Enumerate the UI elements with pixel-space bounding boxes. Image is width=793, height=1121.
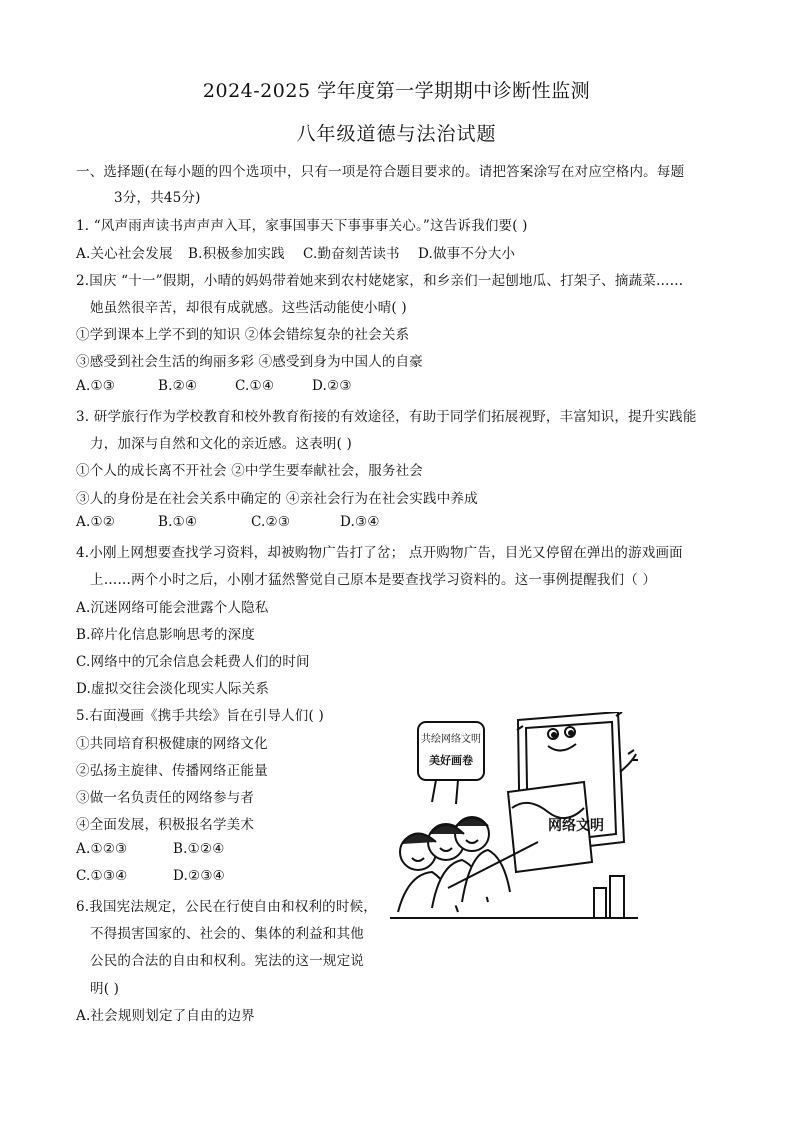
question-3-items-1: ①个人的成长离不开社会 ②中学生要奉献社会，服务社会: [76, 463, 423, 479]
question-5-item-1: ①共同培育积极健康的网络文化: [76, 736, 268, 752]
question-6-stem-cont-1: 不得损害国家的、社会的、集体的利益和其他: [90, 926, 364, 942]
option-d: D.②③④: [173, 868, 225, 884]
option-c: C.①③④: [76, 868, 128, 884]
question-6-option-a: A.社会规则划定了自由的边界: [76, 1008, 255, 1024]
question-2-stem: 2.国庆 “十一”假期，小晴的妈妈带着她来到农村姥姥家，和乡亲们一起刨地瓜、打架子、摘蔬菜……: [76, 273, 684, 289]
comic-illustration: [388, 712, 640, 926]
option-b: B.①②④: [173, 841, 225, 857]
question-4-option-a: A.沉迷网络可能会泄露个人隐私: [76, 600, 269, 616]
question-3-stem: 3. 研学旅行作为学校教育和校外教育衔接的有效途径，有助于同学们拓展视野，丰富知识，提升实践能: [76, 409, 697, 425]
exam-subtitle: 八年级道德与法治试题: [296, 123, 497, 145]
question-4-stem: 4.小刚上网想要查找学习资料，却被购物广告打了岔； 点开购物广告，目光又停留在弹出的游戏画面: [76, 545, 683, 561]
question-5-item-3: ③做一名负责任的网络参与者: [76, 790, 255, 806]
option-a: A.①③: [76, 378, 116, 394]
bubble-text-1: 共绘网络文明: [421, 734, 481, 745]
option-a: A.①②③: [76, 841, 128, 857]
option-b: B.①④: [158, 514, 198, 530]
question-2-items-1: ①学到课本上学不到的知识 ②体会错综复杂的社会关系: [76, 327, 410, 343]
question-6-stem-cont-2: 公民的合法的自由和权利。宪法的这一规定说: [90, 953, 364, 969]
question-5-item-4: ④全面发展，积极报名学美术: [76, 817, 255, 833]
option-d: D.做事不分大小: [418, 246, 516, 262]
option-b: B.②④: [158, 378, 198, 394]
speech-bubble: [418, 722, 484, 780]
question-4-option-c: C.网络中的冗余信息会耗费人们的时间: [76, 654, 310, 670]
canvas-text: 网络文明: [548, 818, 604, 834]
question-4-option-d: D.虚拟交往会淡化现实人际关系: [76, 681, 270, 697]
option-c: C.勤奋刻苦读书: [303, 246, 400, 262]
question-5-stem: 5.右面漫画《携手共绘》旨在引导人们( ): [76, 708, 324, 724]
section-heading: 一、选择题(在每小题的四个选项中，只有一项是符合题目要求的。请把答案涂写在对应空格内。每题: [76, 164, 685, 180]
question-5-options-1: [76, 841, 225, 857]
question-5-options-2: [76, 868, 225, 884]
question-1-options: [76, 242, 515, 262]
option-b: B.积极参加实践: [188, 246, 285, 262]
question-2-stem-cont: 她虽然很辛苦，却很有成就感。这些活动能使小晴( ): [90, 300, 407, 316]
section-heading-cont: 3分，共45分): [114, 190, 201, 206]
bubble-text-2: 美好画卷: [429, 754, 473, 767]
option-d: D.②③: [312, 378, 352, 394]
option-c: C.②③: [251, 514, 291, 530]
question-4-stem-cont: 上……两个小时之后，小刚才猛然警觉自己原本是要查找学习资料的。这一事例提醒我们（ ）: [90, 572, 657, 588]
question-3-items-2: ③人的身份是在社会关系中确定的 ④亲社会行为在社会实践中养成: [76, 491, 478, 507]
question-1-stem: 1. “风声雨声读书声声声入耳，家事国事天下事事事关心。”这告诉我们要( ): [76, 218, 528, 234]
exam-title: 2024-2025 学年度第一学期期中诊断性监测: [202, 80, 591, 102]
question-2-options: [76, 378, 352, 394]
question-4-option-b: B.碎片化信息影响思考的深度: [76, 627, 256, 643]
question-3-stem-cont: 力，加深与自然和文化的亲近感。这表明( ): [90, 436, 353, 452]
option-a: A.①②: [76, 514, 116, 530]
option-a: A.关心社会发展: [76, 246, 173, 262]
question-6-stem: 6.我国宪法规定，公民在行使自由和权利的时候，: [76, 899, 377, 915]
question-2-items-2: ③感受到社会生活的绚丽多彩 ④感受到身为中国人的自豪: [76, 354, 423, 370]
option-c: C.①④: [235, 378, 275, 394]
option-d: D.③④: [340, 514, 380, 530]
question-5-item-2: ②弘扬主旋律、传播网络正能量: [76, 763, 268, 779]
question-6-stem-cont-3: 明( ): [90, 981, 120, 997]
question-3-options: [76, 514, 380, 530]
